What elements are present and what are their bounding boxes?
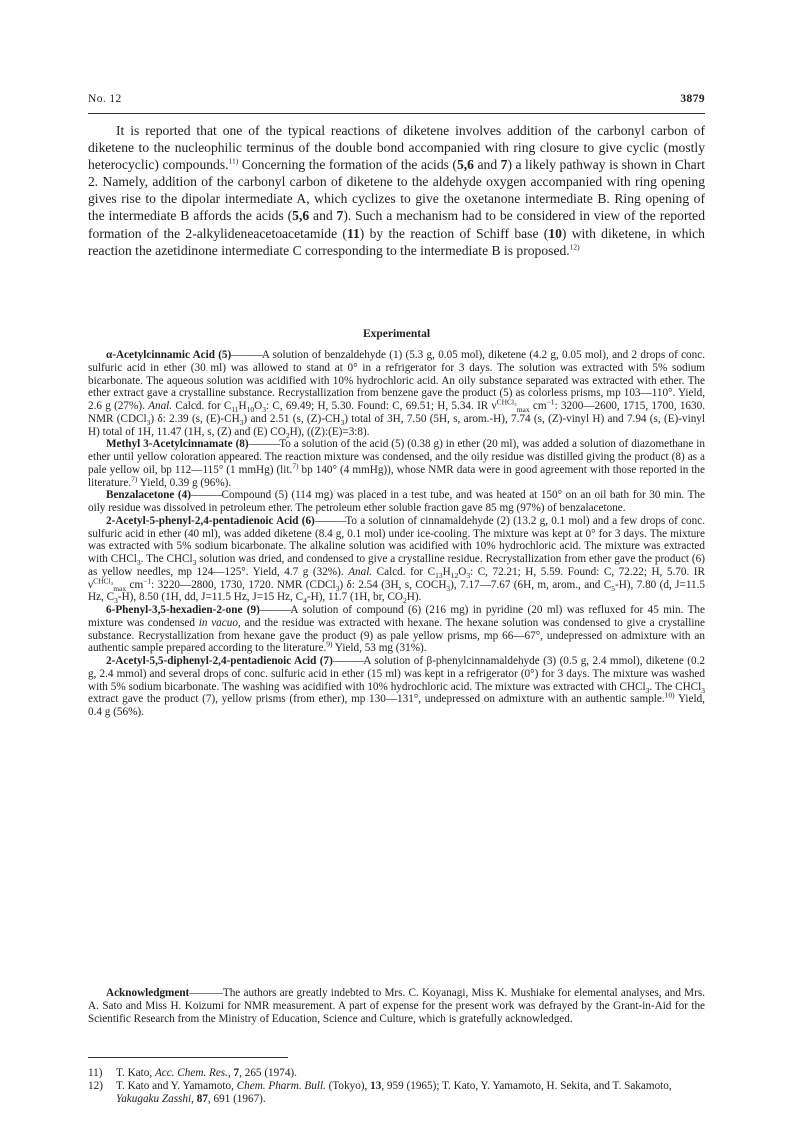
subscript: 3 [340,417,345,427]
procedure-5 [88,349,705,438]
procedure-9 [88,604,705,655]
subscript: 3 [645,685,650,695]
intro-text: ) a likely pathway is shown in Chart 2. Namely, addition of the carbonyl carbon of diketene to the aldehyde oxygen accompanied with ring opening gives rise to the dipolar intermediate A, which cyclizes to give the oxetanone intermediate B. Ring opening of the intermediate B affords the acids ( [88,157,705,224]
compound-ref: 11 [346,225,360,241]
intro-text: and [473,157,501,173]
procedure-7 [88,655,705,719]
subscript: 2 [403,596,407,606]
procedure-text: H [238,400,247,412]
subscript: 3 [262,405,266,415]
reference-item [88,1080,705,1106]
subscript: 3 [114,596,118,606]
acknowledgment [88,987,705,1025]
compound-title: α-Acetylcinnamic Acid (5) [106,349,232,361]
reference-text: , 959 (1965); T. Kato, Y. Yamamoto, H. Sekita, and T. Sakamoto, [381,1080,672,1093]
citation-12: 12) [569,242,580,252]
subscript: 3 [446,583,451,593]
intro-text: ) by the reaction of Schiff base ( [359,225,549,241]
procedure-text: . The CHCl [649,680,702,693]
compound-ref: 7 [336,208,344,224]
subscript: 13 [435,570,443,580]
em-dash: ——— [248,438,280,451]
journal-issue: No. 12 [88,93,122,105]
intro-text-2: Concerning the formation of the acids ( [238,157,457,173]
procedure-text: O [254,400,263,412]
reference-journal: Chem. Pharm. Bull. [236,1080,326,1093]
superscript: −1 [546,397,555,407]
procedure-text: cm [126,578,144,591]
procedure-text: -H), 8.50 (1H, dd, J=11.5 Hz, J=15 Hz, C [117,591,304,604]
procedure-text: O [458,565,467,578]
compound-ref: 7 [500,157,508,173]
procedure-text: : 3200—2600, 1715, 1700, 1630. NMR (CDCl [88,400,706,425]
anal-label: Anal. [348,565,373,578]
compound-title: 2-Acetyl-5,5-diphenyl-2,4-pentadienoic Acid (7) [106,655,333,667]
citation-7: 7) [131,473,138,483]
procedure-text: H [442,565,451,578]
procedure-text: solution was dried, and condensed to give a crystalline residue. Recrystallization from ether gave the product (6) as yellow needles, mp 124—125°. Yield, 4.7 g (32%). [88,553,705,578]
subscript: max [113,583,127,593]
procedure-text: -H), 11.7 (1H, br, CO [306,591,403,604]
subscript: max [516,405,530,415]
procedure-text: , and the residue was extracted with hexane. The hexane solution was condensed to give a crystalline substance. Recrystallization from hexane gave the product (9) as pale yellow prisms, mp 66—67°, undepressed on admixture with an authentic sample prepared according to the literature. [88,616,705,655]
subscript: 4 [303,596,307,606]
procedure-text: Calcd. for C [172,400,232,412]
compound-title: 2-Acetyl-5-phenyl-2,4-pentadienoic Acid (6) [106,514,315,527]
procedure-text: To a solution of cinnamaldehyde (2) (13.2 g, 0.1 mol) and a few drops of conc. sulfuric acid in ether (40 ml), was added diketene (8.4 g, 0.1 mol) under ice-cooling. The mixture was kept at 0° for 3 days. The mixture was extracted with 5% sodium bicarbonate. The alkaline solution was acidified with 10% hydrochloric acid. The mixture was extracted with CHCl [88,514,705,565]
subscript: 12 [450,570,459,580]
intro-text-1: It is reported that one of the typical reactions of diketene involves addition of the carbonyl carbon of diketene to the nucleophilic terminus of the double bond accompanied with ring closure to give cyclic (mostly heterocyclic) compounds. [88,123,705,173]
reference-journal: Yakugaku Zasshi [116,1093,192,1106]
italic-term: in vacuo [198,616,238,629]
procedure-text: A solution of β-phenylcinnamaldehyde (3) (0.5 g, 2.4 mmol), diketene (0.2 g, 2.4 mmol) and several drops of conc. sulfuric acid in ether (15 ml) was kept in a refrigerator (0°) for 3 days. The mixture was washed with 5% sodium bicarbonate. The washing was acidified with 10% hydrochloric acid. The mixture was extracted with CHCl [88,655,705,693]
procedure-text: ) δ: 2.54 (3H, s, COCH [339,578,447,591]
anal-label: Anal. [148,400,173,412]
procedure-text: bp 140° (4 mmHg)), whose NMR data were in good agreement with those reported in the literature. [88,463,705,489]
subscript: 3 [239,417,244,427]
procedure-text: -H), 7.80 (d, J=11.5 Hz, C [88,578,705,604]
em-dash: ——— [314,514,346,527]
superscript: CHCl₃ [93,575,114,585]
procedure-text: Yield, 53 mg (31%). [332,642,427,655]
em-dash: ——— [332,655,364,667]
subscript: 3 [146,417,151,427]
reference-item [88,1067,705,1080]
reference-text: , 265 (1974). [239,1067,297,1079]
reference-volume: 13 [370,1080,382,1093]
page-number: 3879 [680,93,705,105]
intro-paragraph [88,122,705,259]
reference-number: 12) [88,1080,103,1093]
compound-title: Methyl 3-Acetylcinnamate (8) [106,438,249,451]
acknowledgment-title: Acknowledgment [106,987,190,999]
experimental-section [88,349,705,719]
procedure-text: Yield, 0.4 g (56%). [88,693,705,718]
experimental-heading: Experimental [362,328,431,340]
compound-title: 6-Phenyl-3,5-hexadien-2-one (9) [106,604,260,616]
compound-ref: 5,6 [456,157,474,173]
reference-number: 11) [88,1067,103,1079]
subscript: 3 [335,583,340,593]
reference-text: T. Kato, [116,1067,155,1079]
procedure-8 [88,438,705,489]
compound-ref: 10 [548,225,562,241]
procedure-text: To a solution of the acid (5) (0.38 g) in ether (20 ml), was added a solution of diazomethane in ether until yellow coloration appeared. The reaction mixture was condensed, and the oily residue was distilled giving the product (8) as a pale yellow oil, bp 112—115° (1 mmHg) (lit. [88,438,705,476]
subscript: 3 [466,570,471,580]
procedure-text: : 3220—2800, 1730, 1720. NMR (CDCl [151,578,336,591]
procedure-text: Calcd. for C [372,565,436,578]
procedure-text: Yield, 0.39 g (96%). [137,476,232,489]
subscript: 2 [285,430,290,440]
intro-text: ). Such a mechanism had to be considered in view of the reported formation of the 2-alkylideneacetoacetamide ( [88,208,705,241]
subscript: 5 [611,583,615,593]
procedure-text: Compound (5) (114 mg) was placed in a test tube, and was heated at 150° on an oil bath for 30 min. The oily residue was dissolved in petroleum ether. The petroleum ether soluble fraction gave 85 mg (97%) of benzalacetone. [88,489,705,514]
reference-text: (Tokyo), [325,1080,371,1093]
intro-text: ) with diketene, in which reaction the azetidinone intermediate C corresponding to the intermediate B is proposed. [88,225,705,258]
em-dash: ——— [231,349,262,361]
reference-text: , [191,1093,197,1106]
procedure-text: cm [529,400,547,412]
citation-10: 10) [664,690,675,700]
em-dash: ——— [259,604,291,616]
subscript: 3 [701,685,705,695]
procedure-text: extract gave the product (7), yellow prisms (from ether), mp 130—131°, undepressed on admixture with an authentic sample. [88,693,665,706]
subscript: 3 [136,558,141,568]
reference-text: , 691 (1967). [207,1093,266,1106]
reference-volume: 87 [196,1093,208,1106]
procedure-4 [88,489,705,515]
superscript: −1 [143,575,152,585]
procedure-text: ), 7.17—7.67 (6H, m, arom., and C [450,578,612,591]
em-dash: ——— [189,987,223,999]
acknowledgment-text: The authors are greatly indebted to Mrs. C. Koyanagi, Miss K. Mushiake for elemental analyses, and Mrs. A. Sato and Miss H. Koizumi for NMR measurement. A part of expense for the present work was defrayed by the Grant-in-Aid for the Scientific Research from the Ministry of Education, Science and Culture, which is gratefully acknowledged. [88,987,705,1025]
em-dash: ——— [190,489,222,502]
reference-text: T. Kato and Y. Yamamoto, [116,1080,237,1093]
procedure-text: ) δ: 2.39 (s, (E)-CH [150,412,240,425]
citation-7: 7) [292,461,299,471]
footnote-rule [88,1057,288,1058]
reference-journal: Acc. Chem. Res. [154,1067,228,1079]
header-rule [88,113,705,114]
subscript: 11 [231,405,239,415]
subscript: 3 [192,558,197,568]
procedure-text: ) total of 3H, 7.50 (5H, s, arom.-H), 7.74 (s, (Z)-vinyl H) and 7.94 (s, (E)-vinyl H) total of 1H, 11.47 (1H, s, (Z) and (E) CO [88,412,705,438]
procedure-6 [88,515,705,604]
procedure-text: A solution of benzaldehyde (1) (5.3 g, 0.05 mol), diketene (4.2 g, 0.05 mol), and 2 drops of conc. sulfuric acid in ether (30 ml) was allowed to stand at 0° in a refrigerator for 3 days. The solution was extracted with 5% sodium bicarbonate. The aqueous solution was acidified with 10% hydrochloric acid. An oily substance separated was extracted with ether. The ether extract gave a crystalline substance. Recrystallization from benzene gave the product (5) as colorless prisms, mp 103—110°. Yield, 2.6 g (27%). [88,349,706,412]
reference-volume: 7 [233,1067,240,1079]
procedure-text: ) and 2.51 (s, (Z)-CH [243,412,341,425]
reference-list [88,1067,705,1107]
compound-ref: 5,6 [292,208,310,224]
procedure-text: H). [406,591,422,604]
compound-title: Benzalacetone (4) [106,489,191,502]
procedure-text: . The CHCl [140,553,193,565]
procedure-text: A solution of compound (6) (216 mg) in pyridine (20 ml) was refluxed for 45 min. The mixture was condensed [88,604,705,629]
citation-11: 11) [228,156,239,166]
procedure-text: : C, 69.49; H, 5.30. Found: C, 69.51; H, 5.34. IR ν [265,400,497,412]
citation-9: 9) [326,639,333,649]
intro-text: and [309,208,337,224]
superscript: CHCl₃ [496,397,517,407]
procedure-text: : C, 72.21; H, 5.59. Found: C, 72.22; H, 5.70. IR ν [88,565,705,591]
procedure-text: H), ((Z):(E)=3:8). [289,425,370,438]
reference-text: , [227,1067,234,1079]
running-header [88,93,705,111]
subscript: 10 [246,405,255,415]
